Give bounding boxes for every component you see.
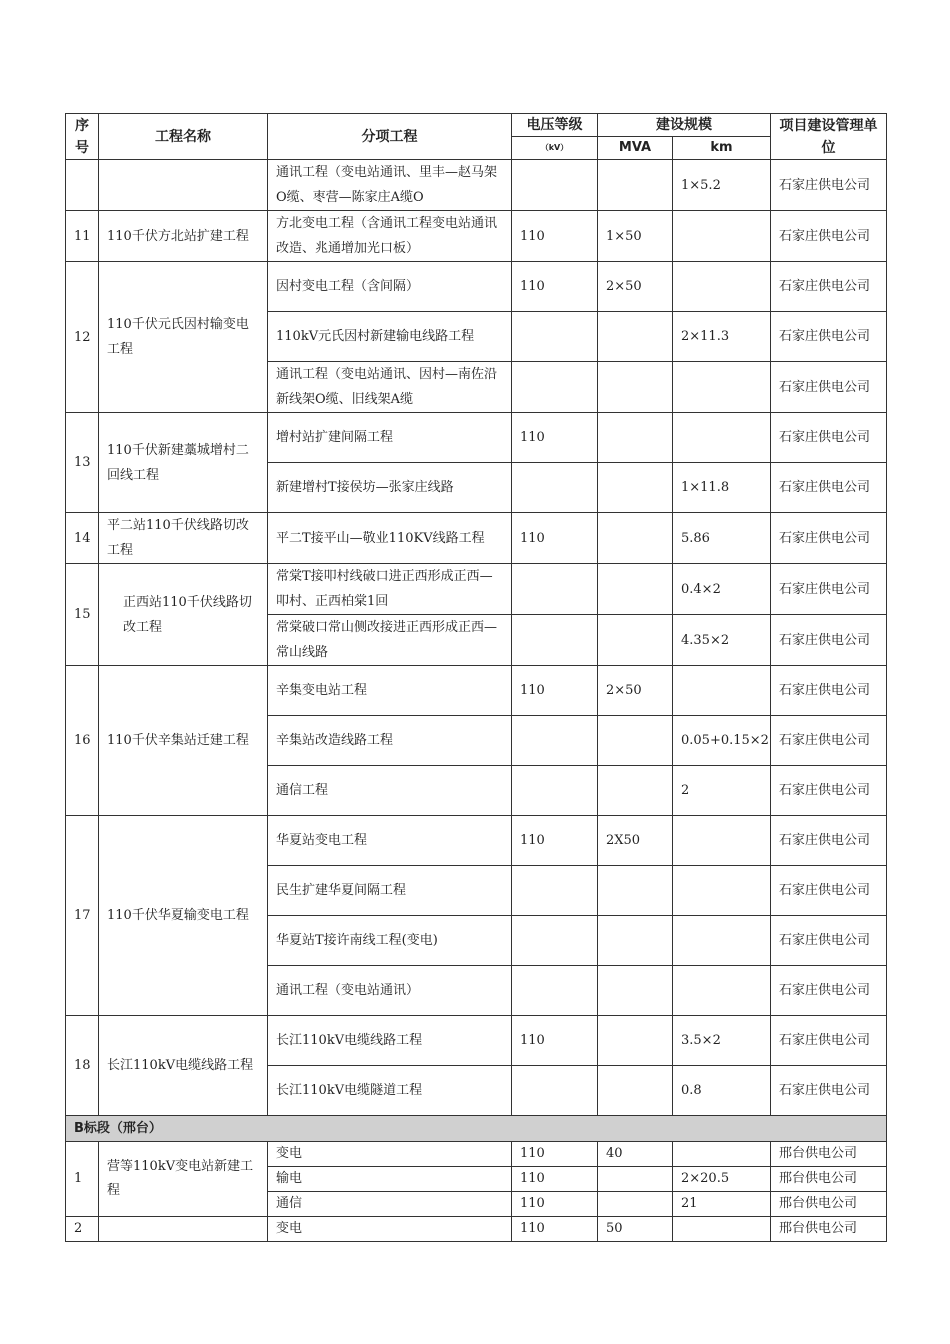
cell-sub: 输电 [268, 1167, 512, 1192]
cell-seq: 17 [66, 816, 99, 1016]
cell-unit: 邢台供电公司 [771, 1142, 887, 1167]
cell-sub: 平二T接平山—敬业110KV线路工程 [268, 513, 512, 564]
cell-voltage [512, 1066, 598, 1116]
cell-unit: 石家庄供电公司 [771, 1066, 887, 1116]
cell-sub: 常棠T接叩村线破口进正西形成正西—叩村、正西柏棠1回 [268, 564, 512, 615]
cell-sub: 长江110kV电缆线路工程 [268, 1016, 512, 1066]
cell-voltage: 110 [512, 1142, 598, 1167]
cell-unit: 石家庄供电公司 [771, 1016, 887, 1066]
cell-sub: 辛集变电站工程 [268, 666, 512, 716]
cell-km: 3.5×2 [673, 1016, 771, 1066]
cell-unit: 石家庄供电公司 [771, 666, 887, 716]
cell-sub: 通信工程 [268, 766, 512, 816]
cell-unit: 石家庄供电公司 [771, 211, 887, 262]
cell-km [673, 866, 771, 916]
cell-unit: 石家庄供电公司 [771, 615, 887, 666]
cell-name: 正西站110千伏线路切改工程 [99, 564, 268, 666]
cell-mva [598, 866, 673, 916]
cell-voltage [512, 463, 598, 513]
cell-name [99, 160, 268, 211]
table-row [66, 211, 887, 262]
cell-voltage [512, 615, 598, 666]
cell-mva: 1×50 [598, 211, 673, 262]
cell-sub: 变电 [268, 1217, 512, 1242]
cell-unit: 石家庄供电公司 [771, 966, 887, 1016]
cell-unit: 石家庄供电公司 [771, 766, 887, 816]
cell-km: 0.4×2 [673, 564, 771, 615]
header-voltage-unit: （kV） [512, 137, 598, 160]
header-seq: 序号 [66, 114, 99, 160]
cell-name [99, 1217, 268, 1242]
cell-km: 2×20.5 [673, 1167, 771, 1192]
cell-sub: 增村站扩建间隔工程 [268, 413, 512, 463]
cell-km: 1×11.8 [673, 463, 771, 513]
cell-unit: 石家庄供电公司 [771, 866, 887, 916]
cell-unit: 石家庄供电公司 [771, 362, 887, 413]
cell-sub: 通讯工程（变电站通讯、里丰—赵马架O缆、枣营—陈家庄A缆O [268, 160, 512, 211]
cell-mva [598, 312, 673, 362]
table-row [66, 513, 887, 564]
cell-sub: 常棠破口常山侧改接进正西形成正西—常山线路 [268, 615, 512, 666]
cell-km [673, 916, 771, 966]
cell-km: 4.35×2 [673, 615, 771, 666]
table-row [66, 1142, 887, 1167]
cell-km [673, 1217, 771, 1242]
cell-sub: 110kV元氏因村新建输电线路工程 [268, 312, 512, 362]
cell-sub: 通讯工程（变电站通讯） [268, 966, 512, 1016]
table-row [66, 160, 887, 211]
cell-sub: 辛集站改造线路工程 [268, 716, 512, 766]
cell-voltage [512, 716, 598, 766]
table-row [66, 1217, 887, 1242]
header-sub: 分项工程 [268, 114, 512, 160]
cell-unit: 石家庄供电公司 [771, 463, 887, 513]
cell-mva: 2X50 [598, 816, 673, 866]
cell-voltage [512, 866, 598, 916]
cell-mva [598, 160, 673, 211]
cell-mva [598, 564, 673, 615]
section-title: B标段（邢台） [66, 1116, 887, 1142]
cell-km [673, 1142, 771, 1167]
cell-unit: 石家庄供电公司 [771, 160, 887, 211]
cell-sub: 通信 [268, 1192, 512, 1217]
cell-voltage: 110 [512, 262, 598, 312]
cell-mva [598, 362, 673, 413]
table-row [66, 262, 887, 312]
cell-voltage: 110 [512, 816, 598, 866]
cell-mva [598, 413, 673, 463]
cell-seq: 11 [66, 211, 99, 262]
cell-name: 营等110kV变电站新建工程 [99, 1142, 268, 1217]
cell-mva: 2×50 [598, 262, 673, 312]
cell-unit: 石家庄供电公司 [771, 564, 887, 615]
cell-voltage: 110 [512, 1167, 598, 1192]
cell-seq: 13 [66, 413, 99, 513]
cell-seq: 1 [66, 1142, 99, 1217]
cell-km: 0.05+0.15×2 [673, 716, 771, 766]
header-km: km [673, 137, 771, 160]
cell-unit: 石家庄供电公司 [771, 312, 887, 362]
cell-voltage: 110 [512, 513, 598, 564]
cell-unit: 邢台供电公司 [771, 1167, 887, 1192]
cell-mva [598, 1016, 673, 1066]
cell-unit: 石家庄供电公司 [771, 513, 887, 564]
cell-voltage: 110 [512, 1217, 598, 1242]
cell-mva: 50 [598, 1217, 673, 1242]
table-row [66, 1016, 887, 1066]
cell-unit: 石家庄供电公司 [771, 816, 887, 866]
cell-mva [598, 1167, 673, 1192]
cell-name: 110千伏华夏输变电工程 [99, 816, 268, 1016]
cell-sub: 华夏站变电工程 [268, 816, 512, 866]
cell-unit: 石家庄供电公司 [771, 916, 887, 966]
cell-sub: 方北变电工程（含通讯工程变电站通讯改造、兆通增加光口板） [268, 211, 512, 262]
cell-unit: 邢台供电公司 [771, 1217, 887, 1242]
cell-sub: 变电 [268, 1142, 512, 1167]
cell-km [673, 362, 771, 413]
table-row [66, 816, 887, 866]
cell-name: 110千伏辛集站迁建工程 [99, 666, 268, 816]
cell-km: 0.8 [673, 1066, 771, 1116]
header-mva: MVA [598, 137, 673, 160]
cell-mva [598, 916, 673, 966]
cell-sub: 民生扩建华夏间隔工程 [268, 866, 512, 916]
cell-seq: 12 [66, 262, 99, 413]
cell-sub: 因村变电工程（含间隔） [268, 262, 512, 312]
cell-sub: 华夏站T接许南线工程(变电) [268, 916, 512, 966]
cell-seq: 18 [66, 1016, 99, 1116]
header-name: 工程名称 [99, 114, 268, 160]
cell-voltage: 110 [512, 1016, 598, 1066]
cell-km: 1×5.2 [673, 160, 771, 211]
cell-km [673, 211, 771, 262]
cell-mva [598, 463, 673, 513]
cell-voltage: 110 [512, 1192, 598, 1217]
header-voltage: 电压等级 [512, 114, 598, 137]
cell-voltage [512, 362, 598, 413]
cell-voltage: 110 [512, 413, 598, 463]
cell-voltage [512, 766, 598, 816]
cell-km [673, 262, 771, 312]
cell-name: 110千伏元氏因村输变电工程 [99, 262, 268, 413]
table-row [66, 413, 887, 463]
cell-km [673, 666, 771, 716]
cell-km [673, 413, 771, 463]
table-row [66, 666, 887, 716]
cell-name: 平二站110千伏线路切改工程 [99, 513, 268, 564]
cell-voltage: 110 [512, 211, 598, 262]
cell-name: 110千伏方北站扩建工程 [99, 211, 268, 262]
cell-voltage [512, 564, 598, 615]
cell-voltage [512, 916, 598, 966]
section-row [66, 1116, 887, 1142]
cell-sub: 长江110kV电缆隧道工程 [268, 1066, 512, 1116]
cell-voltage: 110 [512, 666, 598, 716]
project-table [65, 113, 887, 1242]
cell-voltage [512, 966, 598, 1016]
cell-voltage [512, 160, 598, 211]
cell-mva [598, 766, 673, 816]
cell-name: 110千伏新建藁城增村二回线工程 [99, 413, 268, 513]
cell-mva [598, 716, 673, 766]
cell-seq [66, 160, 99, 211]
cell-mva [598, 615, 673, 666]
cell-mva [598, 966, 673, 1016]
cell-seq: 16 [66, 666, 99, 816]
cell-km: 2 [673, 766, 771, 816]
cell-mva [598, 513, 673, 564]
cell-unit: 邢台供电公司 [771, 1192, 887, 1217]
cell-sub: 通讯工程（变电站通讯、因村—南佐沿新线架O缆、旧线架A缆 [268, 362, 512, 413]
table-row [66, 564, 887, 615]
cell-mva [598, 1066, 673, 1116]
cell-km: 21 [673, 1192, 771, 1217]
cell-km: 5.86 [673, 513, 771, 564]
cell-voltage [512, 312, 598, 362]
cell-seq: 14 [66, 513, 99, 564]
cell-sub: 新建增村T接侯坊—张家庄线路 [268, 463, 512, 513]
cell-name: 长江110kV电缆线路工程 [99, 1016, 268, 1116]
cell-unit: 石家庄供电公司 [771, 262, 887, 312]
cell-unit: 石家庄供电公司 [771, 413, 887, 463]
cell-mva [598, 1192, 673, 1217]
cell-km: 2×11.3 [673, 312, 771, 362]
header-scale: 建设规模 [598, 114, 771, 137]
cell-seq: 2 [66, 1217, 99, 1242]
cell-km [673, 966, 771, 1016]
cell-mva: 2×50 [598, 666, 673, 716]
cell-unit: 石家庄供电公司 [771, 716, 887, 766]
cell-km [673, 816, 771, 866]
cell-seq: 15 [66, 564, 99, 666]
cell-mva: 40 [598, 1142, 673, 1167]
header-unit: 项目建设管理单位 [771, 114, 887, 160]
